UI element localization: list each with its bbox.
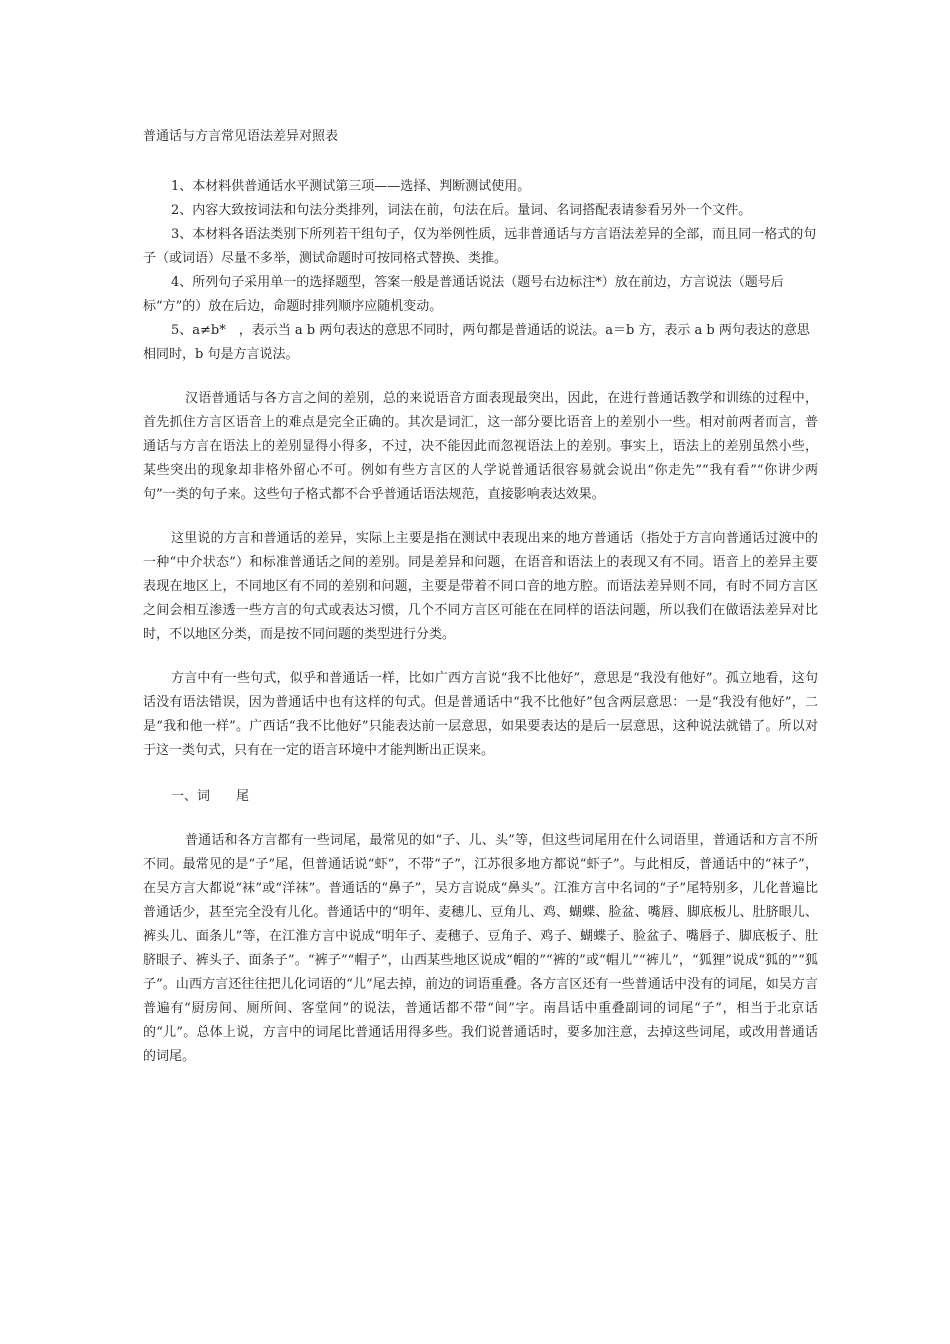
section-paragraph: 普通话和各方言都有一些词尾，最常见的如“子、儿、头”等，但这些词尾用在什么词语里，普通话和方言不所不同。最常见的是“子”尾，但普通话说“虾”，不带“子”，江苏很多地方都说“虾子”。与此相反，普通话中的“袜子”，在吴方言大都说“袜”或“洋袜”。普通话的“鼻子”，吴方言说成“鼻头”。江淮方言中名词的“子”尾特别多，儿化普遍比普通话少，甚至完全没有儿化。普通话中的“明年、麦穗儿、豆角儿、鸡、蝴蝶、脸盆、嘴唇、脚底板儿、肚脐眼儿、裤头儿、面条儿”等，在江淮方言中说成“明年子、麦穗子、豆角子、鸡子、蝴蝶子、脸盆子、嘴唇子、脚底板子、肚脐眼子、裤头子、面条子”。“裤子”“帽子”，山西某些地区说成“帽的”“裤的”或“帽儿”“裤儿”，“狐狸”说成“狐的”“狐子”。山西方言还往往把儿化词语的“儿”尾去掉，前边的词语重叠。各方言区还有一些普通话中没有的词尾，如吴方言普遍有“厨房间、厕所间、客堂间”的说法，普通话都不带“间”字。南昌话中重叠副词的词尾“子”，相当于北京话的“儿”。总体上说，方言中的词尾比普通话用得多些。我们说普通话时，要多加注意，去掉这些词尾，或改用普通话的词尾。 — [143, 833, 818, 1064]
document-page — [143, 127, 818, 1069]
body-paragraph: 方言中有一些句式，似乎和普通话一样，比如广西方言说“我不比他好”，意思是“我没有他好”。孤立地看，这句话没有语法错误，因为普通话中也有这样的句式。但是普通话中“我不比他好”包含两层意思：一是“我没有他好”，二是“我和他一样”。广西话“我不比他好”只能表达前一层意思，如果要表达的是后一层意思，这种说法就错了。所以对于这一类句式，只有在一定的语言环境中才能判断出正误来。 — [143, 671, 818, 758]
note-item: 4、所列句子采用单一的选择题型，答案一般是普通话说法（题号右边标注*）放在前边，方言说法（题号后标“方”的）放在后边，命题时排列顺序应随机变动。 — [143, 275, 784, 314]
note-item: 1、本材料供普通话水平测试第三项——选择、判断测试使用。 — [171, 179, 531, 194]
section-heading: 一、词 尾 — [171, 789, 250, 804]
note-item: 2、内容大致按词法和句法分类排列，词法在前，句法在后。量词、名词搭配表请参看另外一个文件。 — [171, 203, 752, 218]
notes-list — [143, 175, 818, 367]
note-item: 5、a≠b* ，表示当 a b 两句表达的意思不同时，两句都是普通话的说法。a＝b 方，表示 a b 两句表达的意思相同时，b 句是方言说法。 — [143, 323, 810, 362]
document-title: 普通话与方言常见语法差异对照表 — [143, 129, 339, 144]
body-paragraph: 汉语普通话与各方言之间的差别，总的来说语音方面表现最突出，因此，在进行普通话教学和训练的过程中，首先抓住方言区语音上的难点是完全正确的。其次是词汇，这一部分要比语音上的差别小一些。相对前两者而言，普通话与方言在语法上的差别显得小得多，不过，决不能因此而忽视语法上的差别。事实上，语法上的差别虽然小些，某些突出的现象却非格外留心不可。例如有些方言区的人学说普通话很容易就会说出“你走先”“我有看”“你讲少两句”一类的句子来。这些句子格式都不合乎普通话语法规范，直接影响表达效果。 — [143, 391, 818, 502]
note-item: 3、本材料各语法类别下所列若干组句子，仅为举例性质，远非普通话与方言语法差异的全部，而且同一格式的句子（或词语）尽量不多举，测试命题时可按同格式替换、类推。 — [143, 227, 817, 266]
body-paragraph: 这里说的方言和普通话的差异，实际上主要是指在测试中表现出来的地方普通话（指处于方言向普通话过渡中的一种“中介状态”）和标准普通话之间的差别。同是差异和问题，在语音和语法上的表现又有不同。语音上的差异主要表现在地区上，不同地区有不同的差别和问题，主要是带着不同口音的地方腔。而语法差异则不同，有时不同方言区之间会相互渗透一些方言的句式或表达习惯，几个不同方言区可能在在同样的语法问题，所以我们在做语法差异对比时，不以地区分类，而是按不同问题的类型进行分类。 — [143, 531, 818, 642]
